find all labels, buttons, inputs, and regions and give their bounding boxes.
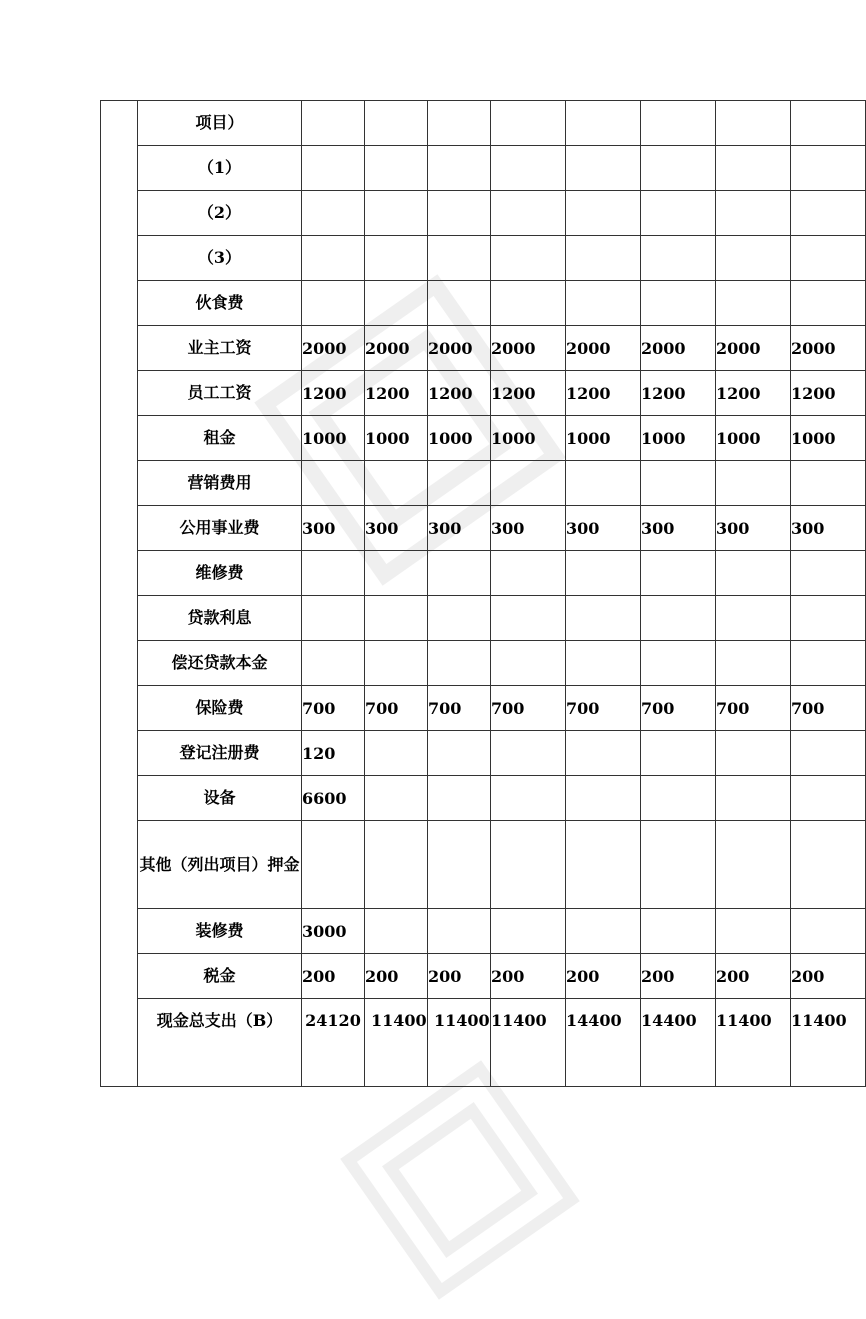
table-row: [101, 506, 866, 551]
table-row: [101, 821, 866, 909]
cell-value: 14400: [566, 999, 641, 1087]
cell-value: [302, 551, 365, 596]
cell-value: [428, 236, 491, 281]
cell-value: [566, 596, 641, 641]
row-label: 员工工资: [138, 371, 302, 416]
cell-value: 1000: [641, 416, 716, 461]
cell-value: [365, 146, 428, 191]
cell-value: [716, 821, 791, 909]
cell-value: 200: [491, 954, 566, 999]
cell-value: [302, 641, 365, 686]
cell-value: [365, 641, 428, 686]
cell-value: [791, 821, 866, 909]
cell-value: 2000: [428, 326, 491, 371]
cell-value: [566, 776, 641, 821]
cell-value: 3000: [302, 909, 365, 954]
cell-value: 200: [302, 954, 365, 999]
cell-value: 1000: [791, 416, 866, 461]
cell-value: [641, 461, 716, 506]
cell-value: [716, 596, 791, 641]
cell-value: [428, 461, 491, 506]
cell-value: 200: [641, 954, 716, 999]
cell-value: 1200: [566, 371, 641, 416]
table-row: [101, 236, 866, 281]
row-label: 贷款利息: [138, 596, 302, 641]
cell-value: 1000: [716, 416, 791, 461]
cell-value: [302, 146, 365, 191]
cell-value: [566, 461, 641, 506]
cell-value: [491, 461, 566, 506]
cell-value: [791, 281, 866, 326]
table-row: [101, 101, 866, 146]
cell-value: [302, 281, 365, 326]
cell-value: [716, 909, 791, 954]
cell-value: [491, 909, 566, 954]
cell-value: 200: [716, 954, 791, 999]
cell-value: 11400: [365, 999, 428, 1087]
cell-value: [791, 191, 866, 236]
cell-value: [428, 641, 491, 686]
cell-value: [791, 776, 866, 821]
cell-value: [365, 776, 428, 821]
cell-value: 2000: [302, 326, 365, 371]
cell-value: 300: [566, 506, 641, 551]
cell-value: [716, 236, 791, 281]
cell-value: [491, 146, 566, 191]
table-row: [101, 686, 866, 731]
cell-value: [716, 146, 791, 191]
row-label: 偿还贷款本金: [138, 641, 302, 686]
row-label: 保险费: [138, 686, 302, 731]
cell-value: [641, 641, 716, 686]
table-row: [101, 596, 866, 641]
cell-value: [791, 146, 866, 191]
cell-value: [365, 236, 428, 281]
cell-value: 300: [428, 506, 491, 551]
table-row: [101, 999, 866, 1087]
cell-value: [641, 821, 716, 909]
cell-value: [641, 191, 716, 236]
table-row: [101, 776, 866, 821]
row-label: 维修费: [138, 551, 302, 596]
row-label: （2）: [138, 191, 302, 236]
row-label: 业主工资: [138, 326, 302, 371]
cell-value: [566, 146, 641, 191]
row-label: 项目）: [138, 101, 302, 146]
cell-value: 1200: [641, 371, 716, 416]
cell-value: [302, 236, 365, 281]
cell-value: [365, 281, 428, 326]
cell-value: 2000: [566, 326, 641, 371]
cell-value: [491, 101, 566, 146]
cell-value: 700: [716, 686, 791, 731]
cell-value: [428, 101, 491, 146]
table-row: [101, 281, 866, 326]
cell-value: [302, 101, 365, 146]
cell-value: [428, 731, 491, 776]
row-label: 登记注册费: [138, 731, 302, 776]
table-row: [101, 326, 866, 371]
cell-value: [641, 281, 716, 326]
table-row: [101, 731, 866, 776]
cell-value: 700: [566, 686, 641, 731]
row-label: 税金: [138, 954, 302, 999]
cell-value: 11400: [491, 999, 566, 1087]
cell-value: 300: [365, 506, 428, 551]
table-row: [101, 416, 866, 461]
cell-value: [491, 776, 566, 821]
cell-value: [641, 776, 716, 821]
expense-table: [100, 100, 866, 1087]
cell-value: 2000: [641, 326, 716, 371]
cell-value: [641, 731, 716, 776]
cell-value: [491, 281, 566, 326]
cell-value: [791, 596, 866, 641]
cell-value: 700: [365, 686, 428, 731]
cell-value: [491, 551, 566, 596]
cell-value: 300: [491, 506, 566, 551]
cell-value: [566, 191, 641, 236]
row-label: 其他（列出项目）押金: [138, 821, 302, 909]
cell-value: [791, 551, 866, 596]
cell-value: 200: [791, 954, 866, 999]
cell-value: [791, 909, 866, 954]
table-row: [101, 461, 866, 506]
cell-value: [791, 236, 866, 281]
cell-value: [491, 731, 566, 776]
cell-value: 1200: [491, 371, 566, 416]
row-label: （1）: [138, 146, 302, 191]
cell-value: [302, 191, 365, 236]
cell-value: 2000: [791, 326, 866, 371]
cell-value: 1000: [302, 416, 365, 461]
table-row: [101, 551, 866, 596]
cell-value: [716, 191, 791, 236]
cell-value: 300: [641, 506, 716, 551]
cell-value: [428, 551, 491, 596]
table-row: [101, 909, 866, 954]
cell-value: [716, 461, 791, 506]
cell-value: [566, 236, 641, 281]
cell-value: [716, 101, 791, 146]
cell-value: [491, 821, 566, 909]
cell-value: 700: [491, 686, 566, 731]
cell-value: [428, 821, 491, 909]
cell-value: [566, 281, 641, 326]
cell-value: [791, 641, 866, 686]
cell-value: [365, 821, 428, 909]
cell-value: [791, 731, 866, 776]
cell-value: [428, 596, 491, 641]
table-row: [101, 146, 866, 191]
cell-value: 1000: [365, 416, 428, 461]
cell-value: [566, 731, 641, 776]
cell-value: 1200: [791, 371, 866, 416]
side-column: [101, 101, 138, 1087]
cell-value: 120: [302, 731, 365, 776]
table-row: [101, 371, 866, 416]
cell-value: 11400: [428, 999, 491, 1087]
cell-value: [365, 551, 428, 596]
cell-value: 300: [791, 506, 866, 551]
cell-value: 700: [428, 686, 491, 731]
cell-value: 700: [302, 686, 365, 731]
cell-value: [641, 551, 716, 596]
cell-value: [428, 776, 491, 821]
cell-value: 1000: [428, 416, 491, 461]
cell-value: [716, 776, 791, 821]
cell-value: 2000: [491, 326, 566, 371]
row-label: 公用事业费: [138, 506, 302, 551]
cell-value: [716, 281, 791, 326]
cell-value: [365, 731, 428, 776]
cell-value: [566, 101, 641, 146]
cell-value: 11400: [791, 999, 866, 1087]
cell-value: [716, 731, 791, 776]
table-row: [101, 191, 866, 236]
cell-value: [641, 596, 716, 641]
cell-value: [791, 101, 866, 146]
cell-value: 6600: [302, 776, 365, 821]
row-label: 营销费用: [138, 461, 302, 506]
row-label: （3）: [138, 236, 302, 281]
table-row: [101, 954, 866, 999]
row-label: 伙食费: [138, 281, 302, 326]
row-label: 现金总支出（B）: [138, 999, 302, 1087]
cell-value: 2000: [365, 326, 428, 371]
cell-value: [365, 909, 428, 954]
cell-value: [428, 146, 491, 191]
cell-value: [566, 641, 641, 686]
row-label: 设备: [138, 776, 302, 821]
cell-value: [302, 461, 365, 506]
cell-value: [491, 641, 566, 686]
table-row: [101, 641, 866, 686]
cell-value: [716, 641, 791, 686]
cell-value: [428, 281, 491, 326]
cell-value: 1200: [716, 371, 791, 416]
cell-value: [365, 596, 428, 641]
cell-value: 11400: [716, 999, 791, 1087]
cell-value: [365, 101, 428, 146]
cell-value: [566, 909, 641, 954]
cell-value: [365, 461, 428, 506]
cell-value: [491, 236, 566, 281]
cell-value: [302, 596, 365, 641]
cell-value: [641, 146, 716, 191]
cell-value: [428, 909, 491, 954]
cell-value: [428, 191, 491, 236]
cell-value: 1000: [491, 416, 566, 461]
cell-value: 700: [791, 686, 866, 731]
cell-value: [566, 551, 641, 596]
cell-value: [641, 236, 716, 281]
cell-value: 200: [365, 954, 428, 999]
cell-value: [641, 101, 716, 146]
cell-value: 200: [428, 954, 491, 999]
cell-value: 1200: [428, 371, 491, 416]
cell-value: 1000: [566, 416, 641, 461]
cell-value: 300: [302, 506, 365, 551]
cell-value: 700: [641, 686, 716, 731]
cell-value: [365, 191, 428, 236]
cell-value: 24120: [302, 999, 365, 1087]
cell-value: [641, 909, 716, 954]
cell-value: [791, 461, 866, 506]
cell-value: [302, 821, 365, 909]
cell-value: 200: [566, 954, 641, 999]
row-label: 装修费: [138, 909, 302, 954]
cell-value: [716, 551, 791, 596]
cell-value: [491, 596, 566, 641]
cell-value: 1200: [365, 371, 428, 416]
cell-value: 2000: [716, 326, 791, 371]
cell-value: 300: [716, 506, 791, 551]
cell-value: 14400: [641, 999, 716, 1087]
cell-value: [491, 191, 566, 236]
cell-value: [566, 821, 641, 909]
cell-value: 1200: [302, 371, 365, 416]
row-label: 租金: [138, 416, 302, 461]
